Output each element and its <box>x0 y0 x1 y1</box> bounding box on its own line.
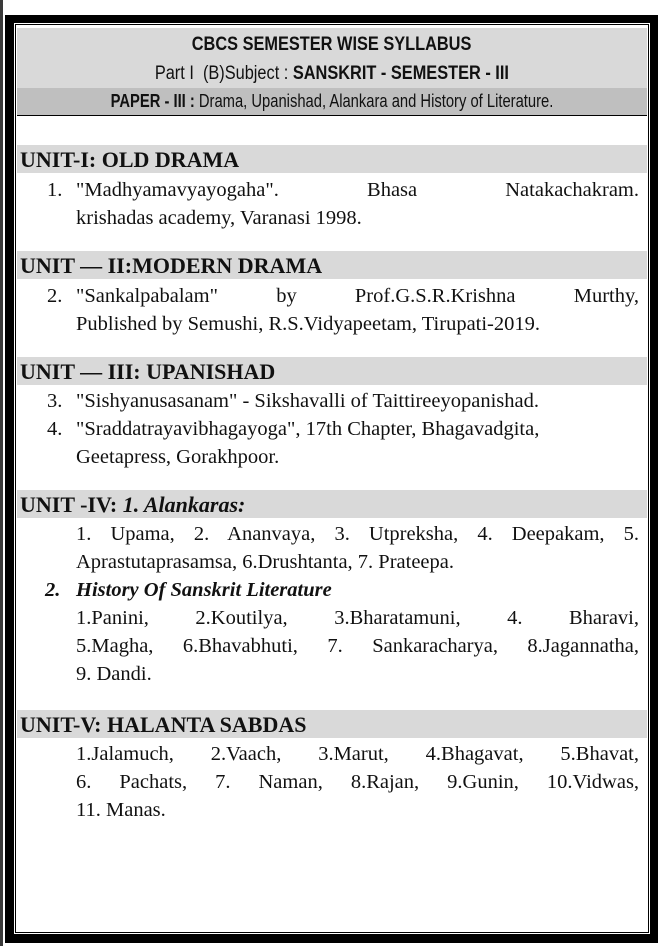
sabda: 9.Gunin, <box>447 771 519 793</box>
paper-title <box>111 88 554 115</box>
item-3-line-1: "Sishyanusasanam" - Sikshavalli of Taittireeyopanishad. <box>76 390 539 412</box>
item-number-4: 4. <box>47 418 63 440</box>
paper-name: Drama, Upanishad, Alankara and History of Literature. <box>198 91 554 111</box>
scan-edge-strip <box>0 0 3 946</box>
subtitle-subject: SANSKRIT - SEMESTER - III <box>292 63 510 84</box>
history-name: 4. <box>507 607 523 629</box>
alankaras-line-2: Aprastutaprasamsa, 6.Drushtanta, 7. Prateepa. <box>76 551 454 573</box>
unit-heading-3: UNIT — III: UPANISHAD <box>17 357 647 385</box>
history-title: History Of Sanskrit Literature <box>76 579 332 601</box>
sabda: 10.Vidwas, <box>546 771 640 793</box>
item-2-line-1 <box>76 282 639 310</box>
item-2-word: Prof.G.S.R.Krishna <box>354 285 516 307</box>
sabdas-line-1 <box>76 740 639 768</box>
header-subtitle-line <box>17 59 647 88</box>
sabda: 6. <box>76 771 92 793</box>
item-number-2: 2. <box>47 285 63 307</box>
sabda: 4.Bhagavat, <box>425 743 524 765</box>
unit-heading-1: UNIT-I: OLD DRAMA <box>17 145 647 173</box>
item-2-word: by <box>276 285 297 307</box>
item-1-line-2: krishadas academy, Varanasi 1998. <box>76 207 362 229</box>
item-1-word: Natakachakram. <box>505 179 639 201</box>
item-1-line-1 <box>76 176 639 204</box>
page-inner-frame <box>14 23 650 934</box>
sabdas-line-3: 11. Manas. <box>76 799 166 821</box>
item-4-line-2: Geetapress, Gorakhpoor. <box>76 446 280 468</box>
sabdas-line-2 <box>76 768 639 796</box>
item-4-line-1: "Sraddatrayavibhagayoga", 17th Chapter, Bhagavadgita, <box>76 418 540 440</box>
sabda: 5.Bhavat, <box>560 743 639 765</box>
item-number-1: 1. <box>47 179 63 201</box>
sabda: 8.Rajan, <box>350 771 420 793</box>
history-name: Bharavi, <box>568 607 640 629</box>
paper-prefix: PAPER - III : <box>110 91 199 111</box>
history-name: 2.Koutilya, <box>195 607 288 629</box>
item-2-line-2: Published by Semushi, R.S.Vidyapeetam, Tirupati-2019. <box>76 313 541 335</box>
history-line-3: 9. Dandi. <box>76 663 152 685</box>
item-2-word: Murthy, <box>573 285 640 307</box>
unit-heading-2: UNIT — II:MODERN DRAMA <box>17 251 647 279</box>
header-block <box>17 28 647 88</box>
header-subtitle <box>155 59 509 88</box>
item-2-title: "Sankalpabalam" <box>76 285 218 307</box>
sabda: Pachats, <box>119 771 188 793</box>
unit-4-prefix: UNIT -IV: <box>20 492 123 517</box>
syllabus-page <box>17 28 647 930</box>
header-title: CBCS SEMESTER WISE SYLLABUS <box>192 34 472 55</box>
page-inner-line <box>15 24 649 933</box>
sabda: 3.Marut, <box>318 743 389 765</box>
sabda: 2.Vaach, <box>210 743 282 765</box>
sabda: Naman, <box>258 771 323 793</box>
alankaras-line-1: 1. Upama, 2. Ananvaya, 3. Utpreksha, 4. Deepakam, 5. <box>76 523 639 545</box>
history-line-1 <box>76 604 639 632</box>
sabda: 1.Jalamuch, <box>76 743 174 765</box>
unit-heading-4 <box>17 490 647 518</box>
history-name: 3.Bharatamuni, <box>334 607 461 629</box>
item-1-word: Bhasa <box>367 179 418 201</box>
history-line-2: 5.Magha, 6.Bhavabhuti, 7. Sankaracharya, 8.Jagannatha, <box>76 635 639 657</box>
item-1-title: "Madhyamavyayogaha". <box>76 179 279 201</box>
sabda: 7. <box>215 771 231 793</box>
unit-4-subheading: 1. Alankaras: <box>122 492 246 517</box>
subtitle-prefix: Part I (B)Subject : <box>154 63 293 84</box>
paper-band <box>17 88 647 116</box>
history-name: 1.Panini, <box>76 607 149 629</box>
history-number: 2. <box>45 579 61 601</box>
page-outer-border <box>5 15 658 943</box>
header-title-line <box>17 28 647 59</box>
unit-heading-5: UNIT-V: HALANTA SABDAS <box>17 710 647 738</box>
item-number-3: 3. <box>47 390 63 412</box>
